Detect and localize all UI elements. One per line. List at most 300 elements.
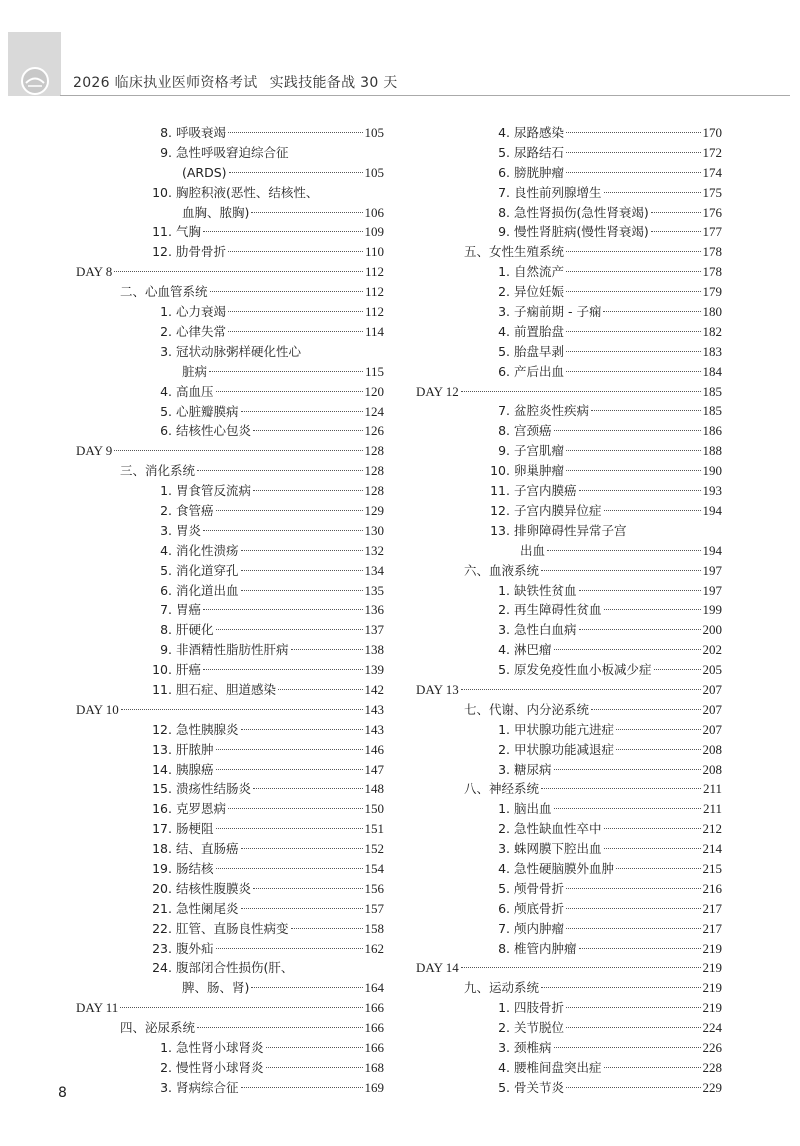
entry-number: 1. <box>160 483 172 499</box>
toc-entry[interactable] <box>416 998 722 1018</box>
section-label: 七、代谢、内分泌系统 <box>464 701 590 717</box>
toc-page-number: 194 <box>702 542 722 558</box>
leader-dots <box>241 570 363 571</box>
toc-page-number: 150 <box>364 801 384 817</box>
toc-entry[interactable] <box>76 740 384 760</box>
leader-dots <box>566 331 700 332</box>
leader-dots <box>566 888 700 889</box>
entry-title: 急性缺血性卒中 <box>514 821 602 837</box>
entry-number: 3. <box>160 343 172 359</box>
toc-page-number: 178 <box>702 264 722 280</box>
toc-entry[interactable] <box>76 481 384 501</box>
leader-dots <box>566 928 700 929</box>
toc-page-number: 143 <box>364 721 384 737</box>
toc-entry[interactable] <box>76 600 384 620</box>
toc-page-number: 177 <box>702 224 722 240</box>
entry-title: 肝硬化 <box>176 622 214 638</box>
section-label: 三、消化系统 <box>120 463 196 479</box>
toc-entry[interactable] <box>416 660 722 680</box>
toc-page-number: 176 <box>702 204 722 220</box>
toc-entry[interactable] <box>416 640 722 660</box>
entry-title: 卵巢肿瘤 <box>514 463 565 479</box>
entry-number: 10. <box>152 184 172 200</box>
entry-number: 10. <box>152 662 172 678</box>
toc-entry[interactable] <box>76 799 384 819</box>
toc-entry[interactable] <box>76 581 384 601</box>
toc-page-number: 114 <box>364 323 384 339</box>
entry-number: 7. <box>498 184 510 200</box>
toc-page-number: 208 <box>702 761 722 777</box>
toc-entry[interactable] <box>416 859 722 879</box>
entry-number: 2. <box>498 1020 510 1036</box>
toc-entry[interactable] <box>76 342 384 382</box>
entry-number: 5. <box>160 562 172 578</box>
leader-dots <box>229 172 363 173</box>
toc-section-heading[interactable] <box>416 779 722 799</box>
toc-entry[interactable] <box>416 322 722 342</box>
leader-dots <box>604 609 701 610</box>
leader-dots <box>541 570 700 571</box>
toc-day-heading[interactable] <box>416 382 722 402</box>
entry-number: 9. <box>498 224 510 240</box>
toc-page-number: 112 <box>364 284 384 300</box>
toc-entry[interactable] <box>76 1078 384 1098</box>
leader-dots <box>216 510 363 511</box>
entry-number: 4. <box>498 642 510 658</box>
leader-dots <box>604 828 701 829</box>
leader-dots <box>228 808 362 809</box>
leader-dots <box>554 649 701 650</box>
leader-dots <box>566 1007 700 1008</box>
toc-page-number: 194 <box>702 502 722 518</box>
toc-page-number: 130 <box>364 522 384 538</box>
toc-entry[interactable] <box>76 501 384 521</box>
toc-page-number: 175 <box>702 184 722 200</box>
leader-dots <box>216 769 363 770</box>
leader-dots <box>241 729 363 730</box>
leader-dots <box>203 530 362 531</box>
toc-entry[interactable] <box>416 620 722 640</box>
toc-day-heading[interactable] <box>416 958 722 978</box>
toc-page-number: 112 <box>364 264 384 280</box>
day-label: DAY 10 <box>76 701 119 717</box>
leader-dots <box>566 271 700 272</box>
toc-entry[interactable] <box>416 521 722 561</box>
toc-page-number: 211 <box>702 781 722 797</box>
toc-entry[interactable] <box>416 282 722 302</box>
toc-entry[interactable] <box>416 899 722 919</box>
entry-number: 11. <box>152 681 172 697</box>
entry-title-continued: (ARDS) <box>182 164 227 180</box>
toc-entry[interactable] <box>416 203 722 223</box>
entry-number: 3. <box>498 1039 510 1055</box>
toc-entry[interactable] <box>416 481 722 501</box>
toc-section-heading[interactable] <box>76 282 384 302</box>
toc-entry[interactable] <box>76 680 384 700</box>
toc-entry[interactable] <box>416 163 722 183</box>
toc-entry[interactable] <box>76 1038 384 1058</box>
entry-number: 4. <box>160 542 172 558</box>
entry-title-continued: 脏病 <box>182 363 208 379</box>
section-label: 二、心血管系统 <box>120 284 208 300</box>
toc-section-heading[interactable] <box>416 978 722 998</box>
leader-dots <box>616 868 700 869</box>
leader-dots <box>120 1007 362 1008</box>
toc-page-number: 105 <box>364 164 384 180</box>
toc-page-number: 202 <box>702 642 722 658</box>
entry-number: 13. <box>490 522 510 538</box>
entry-number: 8. <box>498 423 510 439</box>
leader-dots <box>579 948 701 949</box>
entry-title: 冠状动脉粥样硬化性心 <box>176 343 302 359</box>
entry-title: 尿路感染 <box>514 125 565 140</box>
toc-entry[interactable] <box>76 819 384 839</box>
toc-page-number: 211 <box>702 801 722 817</box>
toc-entry[interactable] <box>416 760 722 780</box>
toc-entry[interactable] <box>76 302 384 322</box>
entry-title: 关节脱位 <box>514 1020 565 1036</box>
toc-entry[interactable] <box>76 939 384 959</box>
toc-entry[interactable] <box>416 441 722 461</box>
entry-title: 蛛网膜下腔出血 <box>514 841 602 857</box>
toc-day-heading[interactable] <box>76 441 384 461</box>
toc-entry[interactable] <box>416 740 722 760</box>
toc-page-number: 112 <box>364 304 384 320</box>
toc-page-number: 174 <box>702 164 722 180</box>
toc-entry[interactable] <box>76 222 384 242</box>
leader-dots <box>566 251 700 252</box>
toc-entry[interactable] <box>76 859 384 879</box>
toc-section-heading[interactable] <box>416 561 722 581</box>
leader-dots <box>591 709 700 710</box>
toc-section-heading[interactable] <box>416 700 722 720</box>
toc-entry[interactable] <box>76 421 384 441</box>
toc-page-number: 178 <box>702 244 722 260</box>
toc-day-heading[interactable] <box>76 262 384 282</box>
leader-dots <box>541 788 701 789</box>
entry-number: 7. <box>498 920 510 936</box>
entry-number: 10. <box>490 463 510 479</box>
toc-page-number: 106 <box>364 204 384 220</box>
entry-number: 9. <box>498 443 510 459</box>
leader-dots <box>253 430 362 431</box>
toc-entry[interactable] <box>76 541 384 561</box>
toc-page-number: 219 <box>702 1000 722 1016</box>
leader-dots <box>566 371 700 372</box>
entry-title: 腹部闭合性损伤(肝、 <box>176 960 294 976</box>
toc-entry[interactable] <box>76 879 384 899</box>
entry-title: 胸腔积液(恶性、结核性、 <box>176 184 319 200</box>
toc-entry[interactable] <box>416 421 722 441</box>
toc-entry[interactable] <box>416 819 722 839</box>
toc-entry[interactable] <box>416 342 722 362</box>
toc-entry[interactable] <box>76 183 384 223</box>
entry-number: 3. <box>160 522 172 538</box>
toc-page-number: 215 <box>702 860 722 876</box>
book-logo-icon <box>20 66 50 96</box>
toc-page-number: 146 <box>364 741 384 757</box>
toc-entry[interactable] <box>416 461 722 481</box>
entry-title: 呼吸衰竭 <box>176 125 227 140</box>
entry-number: 4. <box>498 125 510 140</box>
toc-entry[interactable] <box>76 1058 384 1078</box>
toc-page-number: 193 <box>702 483 722 499</box>
toc-entry[interactable] <box>76 779 384 799</box>
leader-dots <box>566 1027 700 1028</box>
toc-page-number: 172 <box>702 144 722 160</box>
toc-page-number: 138 <box>364 642 384 658</box>
entry-title: 非酒精性脂肪性肝病 <box>176 642 289 658</box>
toc-entry[interactable] <box>416 1078 722 1098</box>
entry-number: 22. <box>152 920 172 936</box>
toc-page-number: 186 <box>702 423 722 439</box>
toc-page-number: 217 <box>702 900 722 916</box>
day-label: DAY 11 <box>76 1000 119 1016</box>
leader-dots <box>216 629 363 630</box>
section-label: 八、神经系统 <box>464 781 540 797</box>
entry-number: 2. <box>160 323 172 339</box>
toc-entry[interactable] <box>416 919 722 939</box>
toc-entry[interactable] <box>416 1018 722 1038</box>
section-label: 九、运动系统 <box>464 980 540 996</box>
entry-title: 异位妊娠 <box>514 284 565 300</box>
leader-dots <box>228 251 363 252</box>
toc-entry[interactable] <box>416 581 722 601</box>
toc-entry[interactable] <box>416 143 722 163</box>
toc-entry[interactable] <box>416 799 722 819</box>
entry-number: 15. <box>152 781 172 797</box>
leader-dots <box>566 450 700 451</box>
toc-entry[interactable] <box>76 242 384 262</box>
entry-number: 1. <box>160 1040 172 1056</box>
toc-day-heading[interactable] <box>76 700 384 720</box>
entry-number: 19. <box>152 861 172 876</box>
leader-dots <box>228 311 363 312</box>
entry-title: 急性白血病 <box>514 622 577 638</box>
leader-dots <box>579 629 701 630</box>
toc-page-number: 190 <box>702 463 722 479</box>
toc-entry[interactable] <box>76 839 384 859</box>
toc-entry[interactable] <box>76 402 384 422</box>
toc-entry[interactable] <box>416 600 722 620</box>
entry-title: 慢性肾脏病(慢性肾衰竭) <box>514 224 649 240</box>
leader-dots <box>241 1087 363 1088</box>
entry-title: 消化性溃疡 <box>176 542 239 558</box>
leader-dots <box>554 430 701 431</box>
entry-number: 5. <box>498 1079 510 1095</box>
toc-page-number: 136 <box>364 602 384 618</box>
toc-entry[interactable] <box>76 899 384 919</box>
toc-entry[interactable] <box>76 521 384 541</box>
entry-title: 颅底骨折 <box>514 900 565 916</box>
leader-dots <box>566 152 700 153</box>
running-header <box>73 72 398 92</box>
entry-title: 子痫前期 - 子痫 <box>514 304 602 320</box>
toc-page-number: 139 <box>364 662 384 678</box>
leader-dots <box>216 948 363 949</box>
entry-title: 颅骨骨折 <box>514 880 565 896</box>
leader-dots <box>579 490 701 491</box>
toc-section-heading[interactable] <box>76 1018 384 1038</box>
entry-number: 1. <box>498 1000 510 1016</box>
toc-entry[interactable] <box>76 382 384 402</box>
toc-entry[interactable] <box>76 561 384 581</box>
section-label: 五、女性生殖系统 <box>464 244 565 260</box>
toc-page-number: 142 <box>364 681 384 697</box>
leader-dots <box>604 192 701 193</box>
entry-title: 溃疡性结肠炎 <box>176 781 252 797</box>
leader-dots <box>203 231 362 232</box>
toc-page-number: 110 <box>364 244 384 260</box>
toc-page-number: 197 <box>702 582 722 598</box>
entry-number: 17. <box>152 821 172 837</box>
leader-dots <box>616 729 700 730</box>
toc-day-heading[interactable] <box>416 680 722 700</box>
toc-page-number: 226 <box>702 1039 722 1055</box>
toc-page-number: 214 <box>702 841 722 857</box>
toc-entry[interactable] <box>416 939 722 959</box>
leader-dots <box>114 271 363 272</box>
entry-title: 急性呼吸窘迫综合征 <box>176 144 289 160</box>
entry-title: 气胸 <box>176 224 202 240</box>
toc-section-heading[interactable] <box>76 461 384 481</box>
toc-entry[interactable] <box>416 1038 722 1058</box>
entry-title: 胰腺癌 <box>176 761 214 777</box>
entry-number: 6. <box>160 423 172 439</box>
leader-dots <box>210 291 363 292</box>
toc-entry[interactable] <box>416 401 722 421</box>
toc-entry[interactable] <box>76 620 384 640</box>
toc-entry[interactable] <box>416 123 722 143</box>
toc-page-number: 217 <box>702 920 722 936</box>
entry-title: 肝癌 <box>176 662 202 678</box>
day-label: DAY 8 <box>76 264 113 280</box>
toc-entry[interactable] <box>76 720 384 740</box>
entry-title: 甲状腺功能减退症 <box>514 741 615 757</box>
toc-page-number: 124 <box>364 403 384 419</box>
toc-entry[interactable] <box>76 143 384 183</box>
toc-entry[interactable] <box>416 222 722 242</box>
entry-title: 子宫肌瘤 <box>514 443 565 459</box>
leader-dots <box>566 470 700 471</box>
leader-dots <box>203 669 362 670</box>
entry-title: 缺铁性贫血 <box>514 582 577 598</box>
entry-title: 产后出血 <box>514 363 565 379</box>
entry-number: 12. <box>152 244 172 260</box>
entry-title: 肾病综合征 <box>176 1079 239 1095</box>
toc-page-number: 207 <box>702 721 722 737</box>
toc-entry[interactable] <box>76 958 384 998</box>
toc-day-heading[interactable] <box>76 998 384 1018</box>
book-title: 2026 临床执业医师资格考试 <box>73 75 258 91</box>
toc-right-column <box>416 123 722 1098</box>
leader-dots <box>241 411 363 412</box>
entry-title: 结、直肠癌 <box>176 841 239 857</box>
entry-number: 24. <box>152 960 172 976</box>
entry-number: 6. <box>498 900 510 916</box>
entry-number: 5. <box>498 144 510 160</box>
book-subtitle: 实践技能备战 30 天 <box>269 75 398 91</box>
leader-dots <box>554 769 701 770</box>
entry-title-continued: 血胸、脓胸) <box>182 204 250 220</box>
leader-dots <box>566 1087 700 1088</box>
toc-page-number: 147 <box>364 761 384 777</box>
leader-dots <box>541 987 700 988</box>
toc-left-column <box>76 123 384 1098</box>
toc-entry[interactable] <box>76 123 384 143</box>
leader-dots <box>278 689 362 690</box>
entry-number: 2. <box>498 284 510 300</box>
toc-entry[interactable] <box>76 660 384 680</box>
entry-title: 尿路结石 <box>514 144 565 160</box>
entry-title: 腹外疝 <box>176 940 214 956</box>
entry-title: 前置胎盘 <box>514 323 565 339</box>
entry-title: 子宫内膜癌 <box>514 483 577 499</box>
entry-title: 慢性肾小球肾炎 <box>176 1059 264 1075</box>
entry-number: 9. <box>160 642 172 658</box>
entry-number: 2. <box>498 741 510 757</box>
leader-dots <box>604 848 701 849</box>
entry-title: 颅内肿瘤 <box>514 920 565 936</box>
entry-title: 宫颈癌 <box>514 423 552 439</box>
toc-entry[interactable] <box>416 839 722 859</box>
leader-dots <box>461 967 701 968</box>
toc-entry[interactable] <box>416 1058 722 1078</box>
toc-entry[interactable] <box>416 501 722 521</box>
toc-page-number: 109 <box>364 224 384 240</box>
leader-dots <box>203 609 362 610</box>
toc-entry[interactable] <box>416 879 722 899</box>
leader-dots <box>579 590 701 591</box>
leader-dots <box>566 172 700 173</box>
toc-entry[interactable] <box>416 362 722 382</box>
toc-entry[interactable] <box>416 262 722 282</box>
entry-number: 3. <box>498 841 510 857</box>
leader-dots <box>616 749 700 750</box>
toc-page-number: 156 <box>364 880 384 896</box>
entry-number: 5. <box>498 662 510 678</box>
page-number: 8 <box>58 1085 67 1101</box>
leader-dots <box>554 808 701 809</box>
toc-entry[interactable] <box>416 302 722 322</box>
toc-entry[interactable] <box>76 640 384 660</box>
entry-title: 糖尿病 <box>514 761 552 777</box>
toc-entry[interactable] <box>416 183 722 203</box>
entry-number: 8. <box>498 940 510 956</box>
toc-page-number: 219 <box>702 940 722 956</box>
leader-dots <box>651 212 701 213</box>
toc-page-number: 228 <box>702 1059 722 1075</box>
toc-page-number: 179 <box>702 284 722 300</box>
entry-title: 四肢骨折 <box>514 1000 565 1016</box>
day-label: DAY 14 <box>416 960 459 976</box>
leader-dots <box>114 450 362 451</box>
entry-title: 自然流产 <box>514 264 565 280</box>
toc-page-number: 148 <box>364 781 384 797</box>
entry-number: 12. <box>152 721 172 737</box>
toc-entry[interactable] <box>76 760 384 780</box>
toc-section-heading[interactable] <box>416 242 722 262</box>
toc-entry[interactable] <box>76 322 384 342</box>
leader-dots <box>197 1027 362 1028</box>
entry-number: 4. <box>498 323 510 339</box>
toc-entry[interactable] <box>76 919 384 939</box>
entry-title-continued: 脾、肠、肾) <box>182 980 250 996</box>
toc-page-number: 185 <box>702 403 722 419</box>
leader-dots <box>554 1047 701 1048</box>
entry-title: 颈椎病 <box>514 1039 552 1055</box>
toc-entry[interactable] <box>416 720 722 740</box>
